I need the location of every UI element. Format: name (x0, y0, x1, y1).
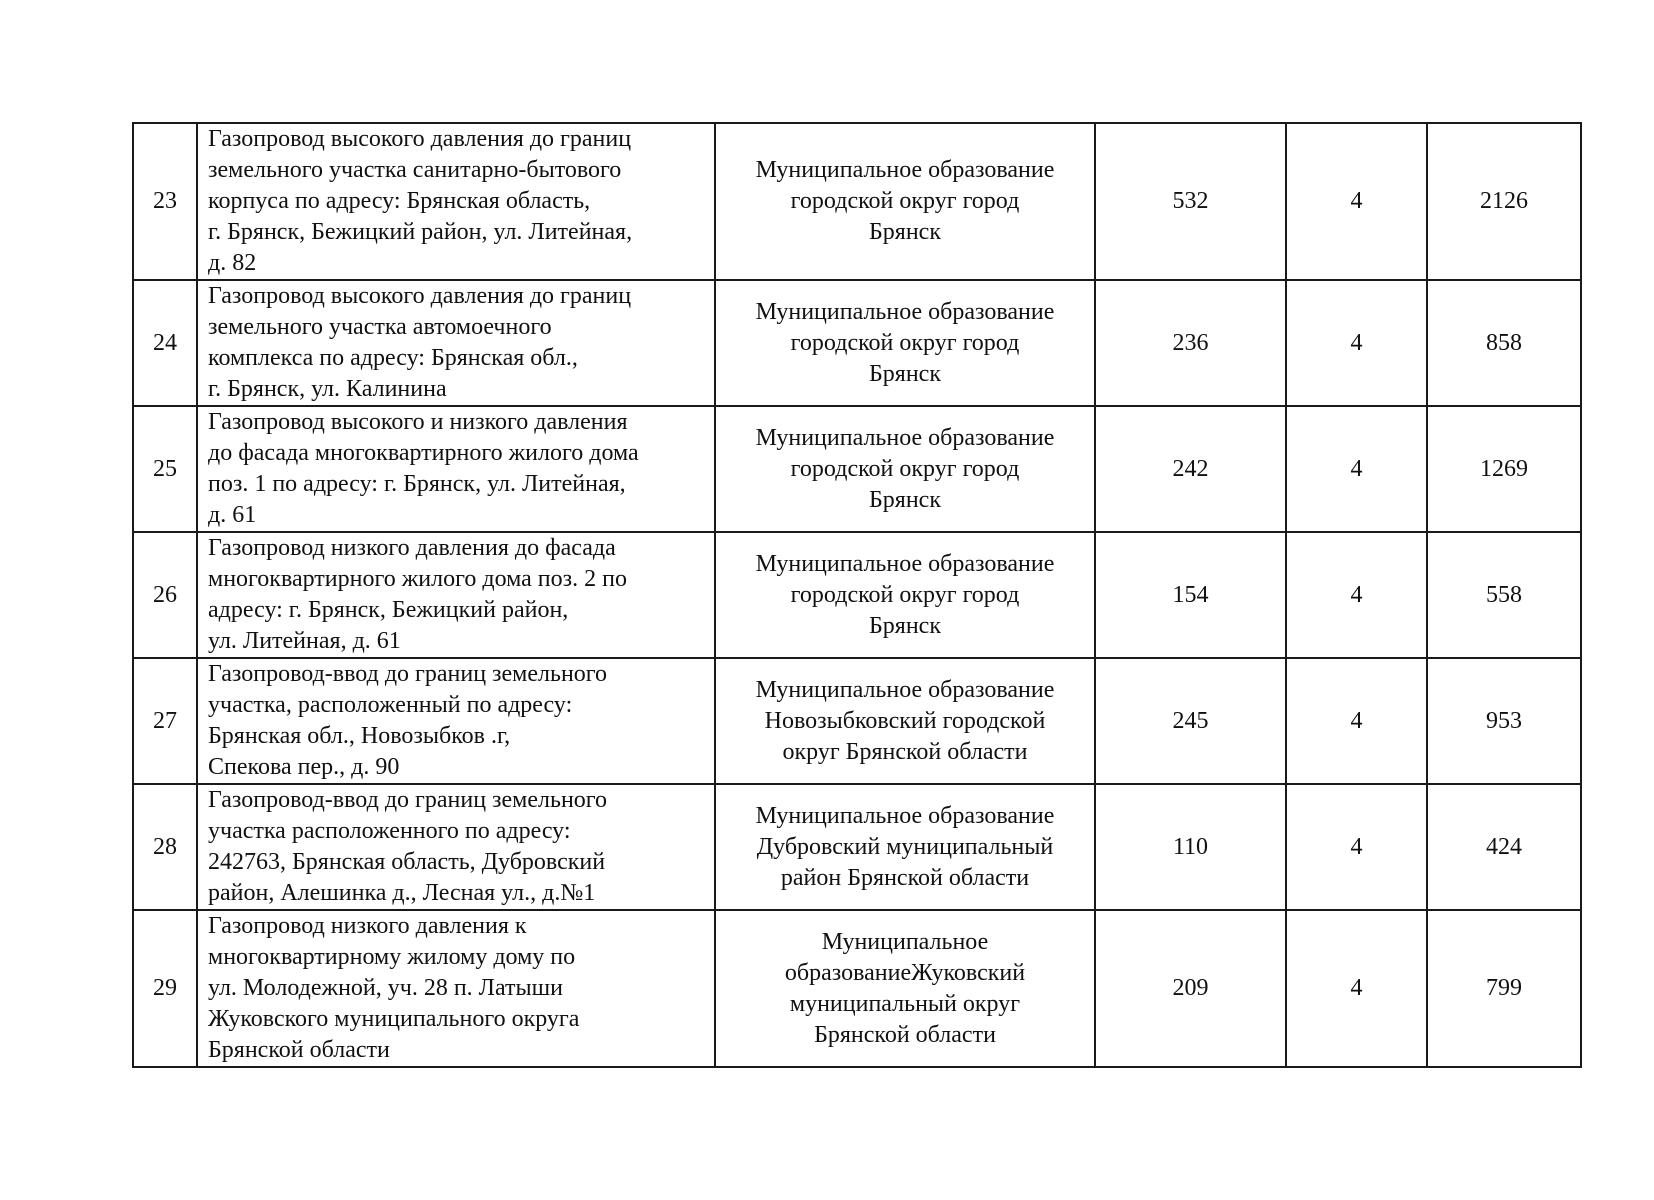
object-name-cell (197, 406, 715, 532)
owner-cell (715, 406, 1095, 532)
object-name-text: Газопровод низкого давления к многоквартирному жилому дому по ул. Молодежной, уч. 28 п. Латыши Жуковского муниципального округа Брянской области (208, 913, 580, 1063)
row-number-cell: 23 (133, 123, 197, 280)
table-row (133, 406, 1581, 532)
owner-text: Муниципальное образование Дубровский муниципальный район Брянской области (755, 802, 1055, 891)
value-cell-1: 236 (1095, 280, 1286, 406)
value-cell-2: 4 (1286, 910, 1427, 1067)
owner-text: Муниципальное образование городской округ город Брянск (755, 298, 1055, 387)
value-cell-3: 2126 (1427, 123, 1581, 280)
object-name-cell (197, 280, 715, 406)
object-name-cell (197, 532, 715, 658)
value-cell-1: 532 (1095, 123, 1286, 280)
value-cell-2: 4 (1286, 784, 1427, 910)
table-row (133, 910, 1581, 1067)
row-number-cell: 28 (133, 784, 197, 910)
object-name-cell (197, 658, 715, 784)
owner-cell (715, 280, 1095, 406)
value-cell-3: 858 (1427, 280, 1581, 406)
value-cell-2: 4 (1286, 280, 1427, 406)
row-number-cell: 25 (133, 406, 197, 532)
owner-cell (715, 910, 1095, 1067)
owner-cell (715, 658, 1095, 784)
value-cell-2: 4 (1286, 658, 1427, 784)
table-row (133, 784, 1581, 910)
owner-cell (715, 784, 1095, 910)
object-name-text: Газопровод высокого давления до границ земельного участка санитарно-бытового корпуса по адресу: Брянская область, г. Брянск, Бежицкий район, ул. Литейная, д. 82 (208, 126, 633, 276)
value-cell-1: 245 (1095, 658, 1286, 784)
value-cell-3: 424 (1427, 784, 1581, 910)
gas-pipeline-table (132, 122, 1582, 1068)
value-cell-3: 1269 (1427, 406, 1581, 532)
object-name-cell (197, 910, 715, 1067)
owner-text: Муниципальное образованиеЖуковский муниципальный округ Брянской области (784, 928, 1026, 1048)
object-name-text: Газопровод низкого давления до фасада многоквартирного жилого дома поз. 2 по адресу: г. Брянск, Бежицкий район, ул. Литейная, д. 61 (208, 535, 627, 654)
value-cell-1: 242 (1095, 406, 1286, 532)
owner-text: Муниципальное образование городской округ город Брянск (755, 424, 1055, 513)
value-cell-3: 558 (1427, 532, 1581, 658)
table-row (133, 658, 1581, 784)
owner-text: Муниципальное образование городской округ город Брянск (755, 157, 1055, 245)
value-cell-1: 110 (1095, 784, 1286, 910)
owner-text: Муниципальное образование городской округ город Брянск (755, 550, 1055, 639)
value-cell-3: 799 (1427, 910, 1581, 1067)
object-name-text: Газопровод высокого давления до границ земельного участка автомоечного комплекса по адресу: Брянская обл., г. Брянск, ул. Калинина (208, 283, 632, 402)
value-cell-2: 4 (1286, 532, 1427, 658)
table-row (133, 123, 1581, 280)
table-row (133, 532, 1581, 658)
table-row (133, 280, 1581, 406)
owner-cell (715, 123, 1095, 280)
owner-cell (715, 532, 1095, 658)
value-cell-3: 953 (1427, 658, 1581, 784)
row-number-cell: 26 (133, 532, 197, 658)
value-cell-1: 154 (1095, 532, 1286, 658)
value-cell-2: 4 (1286, 406, 1427, 532)
object-name-text: Газопровод-ввод до границ земельного участка расположенного по адресу: 242763, Брянская область, Дубровский район, Алешинка д., Лесная ул., д.№1 (208, 787, 608, 906)
row-number-cell: 24 (133, 280, 197, 406)
row-number-cell: 29 (133, 910, 197, 1067)
object-name-text: Газопровод-ввод до границ земельного участка, расположенный по адресу: Брянская обл., Новозыбков .г, Спекова пер., д. 90 (208, 661, 608, 780)
object-name-cell (197, 784, 715, 910)
value-cell-2: 4 (1286, 123, 1427, 280)
row-number-cell: 27 (133, 658, 197, 784)
value-cell-1: 209 (1095, 910, 1286, 1067)
object-name-cell (197, 123, 715, 280)
object-name-text: Газопровод высокого и низкого давления до фасада многоквартирного жилого дома поз. 1 по адресу: г. Брянск, ул. Литейная, д. 61 (208, 409, 639, 528)
owner-text: Муниципальное образование Новозыбковский городской округ Брянской области (755, 676, 1055, 765)
